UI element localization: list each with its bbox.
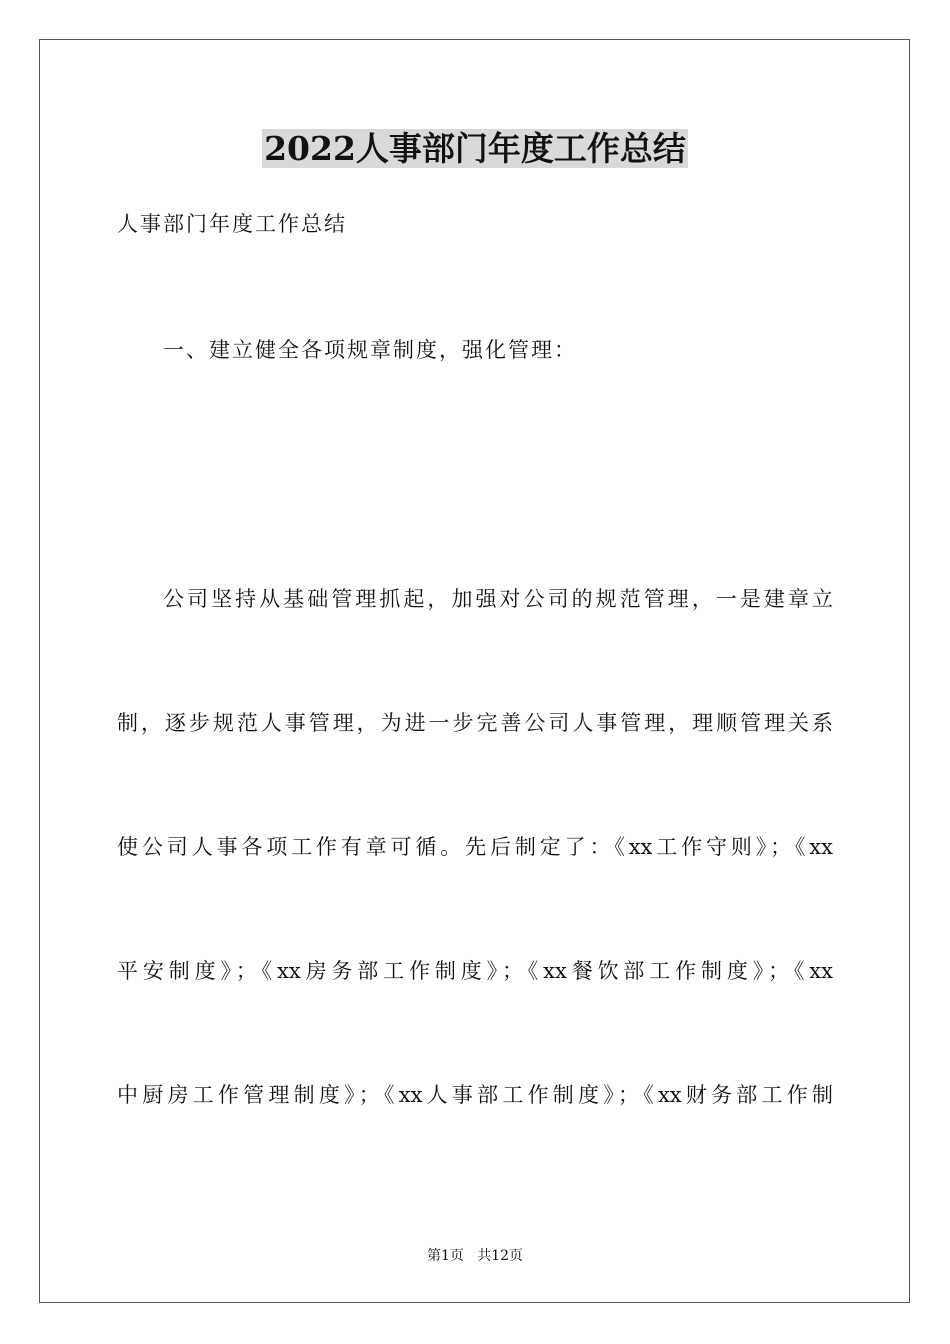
paragraph-line: 制，逐步规范人事管理，为进一步完善公司人事管理，理顺管理关系 <box>117 711 833 735</box>
paragraph-line: 平安制度》；《xx房务部工作制度》；《xx餐饮部工作制度》；《xx <box>117 959 833 983</box>
section-heading: 一、建立健全各项规章制度，强化管理： <box>163 338 577 362</box>
paragraph-line: 中厨房工作管理制度》；《xx人事部工作制度》；《xx财务部工作制 <box>117 1083 833 1107</box>
document-subtitle: 人事部门年度工作总结 <box>117 212 347 236</box>
document-title <box>0 128 950 170</box>
document-title-text: 2022人事部门年度工作总结 <box>264 129 686 168</box>
page-footer: 第1页 共12页 <box>426 1248 524 1264</box>
paragraph-line: 公司坚持从基础管理抓起，加强对公司的规范管理，一是建章立 <box>163 587 833 611</box>
paragraph-line: 使公司人事各项工作有章可循。先后制定了：《xx工作守则》；《xx <box>117 835 833 859</box>
